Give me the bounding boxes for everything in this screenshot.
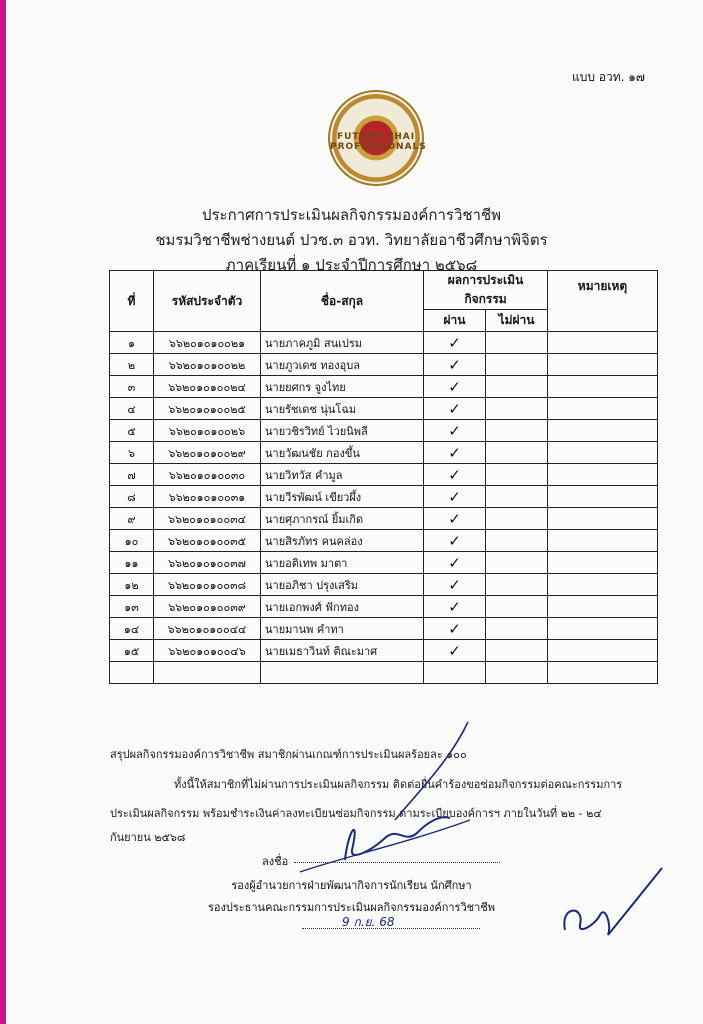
row-no-cell: ๓: [110, 376, 154, 398]
row-name-cell: นายเอกพงศ์ ฟักทอง: [261, 596, 424, 618]
notice-line-1: ทั้งนี้ให้สมาชิกที่ไม่ผ่านการประเมินผลกิจกรรม ติดต่อยื่นคำร้องขอซ่อมกิจกรรมต่อคณะกรรมการ: [174, 778, 623, 791]
row-no-cell: ๗: [110, 464, 154, 486]
header-note: หมายเหตุ: [548, 271, 658, 332]
row-pass-cell: ✓: [424, 420, 486, 442]
row-student-id-cell: ๖๖๒๐๑๐๑๐๐๓๘: [154, 574, 261, 596]
row-name-cell: นายยศกร จูงไทย: [261, 376, 424, 398]
summary-text: สรุปผลกิจกรรมองค์การวิชาชีพ สมาชิกผ่านเกณฑ์การประเมินผลร้อยละ ๑๐๐: [110, 748, 467, 761]
signature-stroke-tail: [395, 722, 468, 820]
row-no-cell: ๒: [110, 354, 154, 376]
row-name-cell: นายศุภากรณ์ ยิ้มเกิด: [261, 508, 424, 530]
header-student-id: รหัสประจำตัว: [154, 271, 261, 332]
header-result-group: ผลการประเมิน กิจกรรม: [424, 271, 548, 310]
header-fail: ไม่ผ่าน: [486, 310, 548, 332]
row-name-cell: นายรัชเดช นุ่นโฉม: [261, 398, 424, 420]
row-name-cell: นายมานพ คำทา: [261, 618, 424, 640]
row-no-cell: ๑๕: [110, 640, 154, 662]
row-pass-cell: ✓: [424, 486, 486, 508]
row-pass-cell: ✓: [424, 596, 486, 618]
document-title: ประกาศการประเมินผลกิจกรรมองค์การวิชาชีพ: [201, 206, 502, 224]
row-student-id-cell: ๖๖๒๐๑๐๑๐๐๔๖: [154, 640, 261, 662]
row-pass-cell: ✓: [424, 354, 486, 376]
row-no-cell: ๑: [110, 332, 154, 354]
row-student-id-cell: ๖๖๒๐๑๐๑๐๐๒๖: [154, 420, 261, 442]
row-no-cell: ๑๔: [110, 618, 154, 640]
form-code: แบบ อวท. ๑๗: [572, 70, 645, 84]
row-pass-cell: ✓: [424, 508, 486, 530]
row-pass-cell: ✓: [424, 574, 486, 596]
signer-position-2: รองประธานคณะกรรมการประเมินผลกิจกรรมองค์การวิชาชีพ: [207, 901, 495, 914]
initials-stroke: [564, 868, 662, 935]
row-no-cell: ๑๒: [110, 574, 154, 596]
row-name-cell: นายวัฒนชัย กองขึ้น: [261, 442, 424, 464]
row-pass-cell: ✓: [424, 442, 486, 464]
row-pass-cell: ✓: [424, 376, 486, 398]
row-student-id-cell: ๖๖๒๐๑๐๑๐๐๒๑: [154, 332, 261, 354]
row-pass-cell: ✓: [424, 618, 486, 640]
notice-line-2: ประเมินผลกิจกรรม พร้อมชำระเงินค่าลงทะเบียนซ่อมกิจกรรม ตามระเบียบองค์การฯ ภายในวันที่ ๒๒ - ๒๔: [110, 807, 602, 820]
row-name-cell: นายอภิชา ปรุงเสริม: [261, 574, 424, 596]
row-name-cell: นายวีรพัฒน์ เขียวผึ้ง: [261, 486, 424, 508]
row-student-id-cell: ๖๖๒๐๑๐๑๐๐๔๔: [154, 618, 261, 640]
header-pass: ผ่าน: [424, 310, 486, 332]
row-name-cell: นายวชิรวิทย์ ไวยนิพลี: [261, 420, 424, 442]
seal-lettering: FUTURE THAI PROFESSIONALS: [330, 132, 427, 152]
row-pass-cell: ✓: [424, 332, 486, 354]
header-name: ชื่อ-สกุล: [261, 271, 424, 332]
row-pass-cell: ✓: [424, 464, 486, 486]
row-name-cell: นายอติเทพ มาตา: [261, 552, 424, 574]
row-no-cell: ๑๓: [110, 596, 154, 618]
row-no-cell: ๑๑: [110, 552, 154, 574]
row-student-id-cell: ๖๖๒๐๑๐๑๐๐๓๐: [154, 464, 261, 486]
row-name-cell: นายเมธาวินท์ ติณะมาศ: [261, 640, 424, 662]
row-no-cell: ๙: [110, 508, 154, 530]
row-no-cell: ๘: [110, 486, 154, 508]
signature-stroke-loop: [300, 820, 470, 872]
row-student-id-cell: ๖๖๒๐๑๐๑๐๐๓๔: [154, 508, 261, 530]
row-student-id-cell: ๖๖๒๐๑๐๑๐๐๓๗: [154, 552, 261, 574]
row-student-id-cell: ๖๖๒๐๑๐๑๐๐๒๕: [154, 398, 261, 420]
row-pass-cell: ✓: [424, 398, 486, 420]
row-student-id-cell: ๖๖๒๐๑๐๑๐๐๒๙: [154, 442, 261, 464]
row-no-cell: ๔: [110, 398, 154, 420]
row-student-id-cell: ๖๖๒๐๑๐๑๐๐๓๙: [154, 596, 261, 618]
signer-position-1: รองผู้อำนวยการฝ่ายพัฒนากิจการนักเรียน นักศึกษา: [231, 879, 472, 892]
row-no-cell: ๕: [110, 420, 154, 442]
document-subtitle-club: ชมรมวิชาชีพช่างยนต์ ปวช.๓ อวท. วิทยาลัยอาชีวศึกษาพิจิตร: [155, 231, 548, 249]
row-pass-cell: ✓: [424, 640, 486, 662]
document-subtitle-term: ภาคเรียนที่ ๑ ประจำปีการศึกษา ๒๕๖๘: [225, 256, 478, 274]
row-pass-cell: ✓: [424, 552, 486, 574]
row-no-cell: ๑๐: [110, 530, 154, 552]
row-name-cell: นายวิทวัส คำมูล: [261, 464, 424, 486]
notice-line-3: กันยายน ๒๕๖๘: [110, 831, 186, 844]
row-student-id-cell: ๖๖๒๐๑๐๑๐๐๓๕: [154, 530, 261, 552]
header-no: ที่: [110, 271, 154, 332]
row-name-cell: นายสิรภัทร คนคล่อง: [261, 530, 424, 552]
row-pass-cell: ✓: [424, 530, 486, 552]
handwritten-date: 9 ก.ย. 68: [342, 915, 395, 929]
row-name-cell: นายภูวเดช ทองอุบล: [261, 354, 424, 376]
row-no-cell: ๖: [110, 442, 154, 464]
row-student-id-cell: ๖๖๒๐๑๐๑๐๐๓๑: [154, 486, 261, 508]
row-student-id-cell: ๖๖๒๐๑๐๑๐๐๒๔: [154, 376, 261, 398]
sign-label: ลงชื่อ: [262, 855, 289, 868]
row-name-cell: นายภาคภูมิ สนเปรม: [261, 332, 424, 354]
row-student-id-cell: ๖๖๒๐๑๐๑๐๐๒๒: [154, 354, 261, 376]
